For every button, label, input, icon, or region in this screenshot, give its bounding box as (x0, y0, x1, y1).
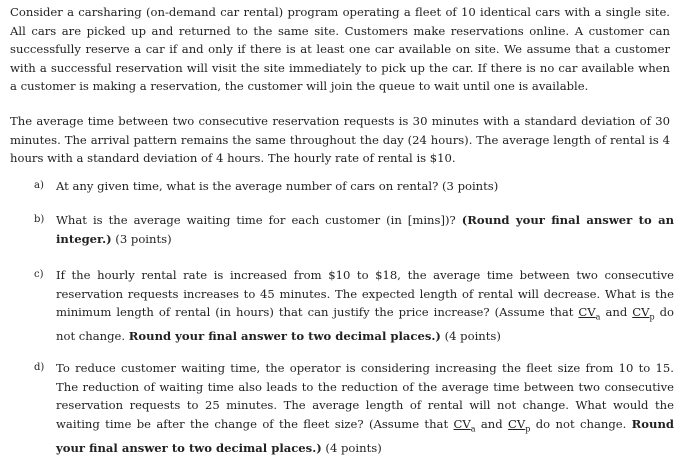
question-c-points: (4 points) (440, 329, 501, 344)
cvp-sub: p (649, 312, 655, 322)
cva-sub: a (595, 312, 601, 322)
question-b (34, 211, 674, 248)
cva-sub: a (470, 424, 476, 434)
question-d-text-2: do not change. (530, 416, 632, 431)
question-c-cva (578, 305, 601, 322)
question-a (34, 177, 674, 196)
cva-label: CV (453, 416, 471, 431)
question-d-points: (4 points) (321, 440, 382, 455)
question-d-cvp (508, 416, 531, 434)
question-c-text-2: do not change. (56, 305, 674, 344)
question-c-text-1: If the hourly rental rate is increased from $10 to $18, the average time between two consecutive reservation requests increases to 45 minutes. The expected length of rental will decrease. What is the minimum length of rental (in hours) that can justify the price increase? (Assume that (56, 268, 674, 320)
question-c-and: and (600, 305, 633, 320)
question-a-label: a) (34, 180, 44, 191)
cvp-sub: p (525, 424, 531, 434)
question-d-text (56, 359, 674, 457)
question-b-bold: (Round your final answer to an integer.) (56, 213, 675, 246)
intro-paragraph-2: The average time between two consecutive reservation requests is 30 minutes with a standard deviation of 30 minutes. The arrival pattern remains the same throughout the day (24 hours). The average length of rental is 4 hours with a standard deviation of 4 hours. The hourly rate of rental is $10. (10, 114, 670, 166)
question-c-cvp (632, 305, 655, 322)
question-b-label: b) (34, 214, 45, 225)
question-c-text (56, 266, 674, 346)
question-d-label: d) (34, 362, 45, 373)
question-a-text: At any given time, what is the average number of cars on rental? (3 points) (56, 179, 499, 193)
question-d-text-1: To reduce customer waiting time, the operator is considering increasing the fleet size from 10 to 15. The reduction of waiting time also leads to the reduction of the average time between two consecutive reservation requests to 25 minutes. The average length of rental will not change. What would the waiting time be after the change of the fleet size? (Assume that (56, 361, 674, 431)
question-b-text (56, 211, 674, 248)
intro-paragraph-1: Consider a carsharing (on-demand car rental) program operating a fleet of 10 identical cars with a single site. All cars are picked up and returned to the same site. Customers make reservations online. A customer can successfully reserve a car if and only if there is at least one car available on site. We assume that a customer with a successful reservation will visit the site immediately to pick up the car. If there is no car available when a customer is making a reservation, the customer will join the queue to wait until one is available. (10, 5, 670, 94)
question-d (34, 359, 674, 457)
question-d-and: and (475, 416, 509, 431)
cva-label: CV (578, 305, 596, 320)
question-d-bold: Round your final answer to two decimal places.) (56, 416, 674, 455)
question-c (34, 266, 674, 346)
question-c-label: c) (34, 269, 44, 280)
question-b-text-1: What is the average waiting time for each customer (in [mins])? (56, 213, 462, 227)
question-c-bold: Round your final answer to two decimal places.) (128, 329, 441, 344)
question-d-cva (453, 416, 476, 434)
cvp-label: CV (508, 416, 526, 431)
cvp-label: CV (632, 305, 650, 320)
question-b-points: (3 points) (111, 231, 172, 246)
